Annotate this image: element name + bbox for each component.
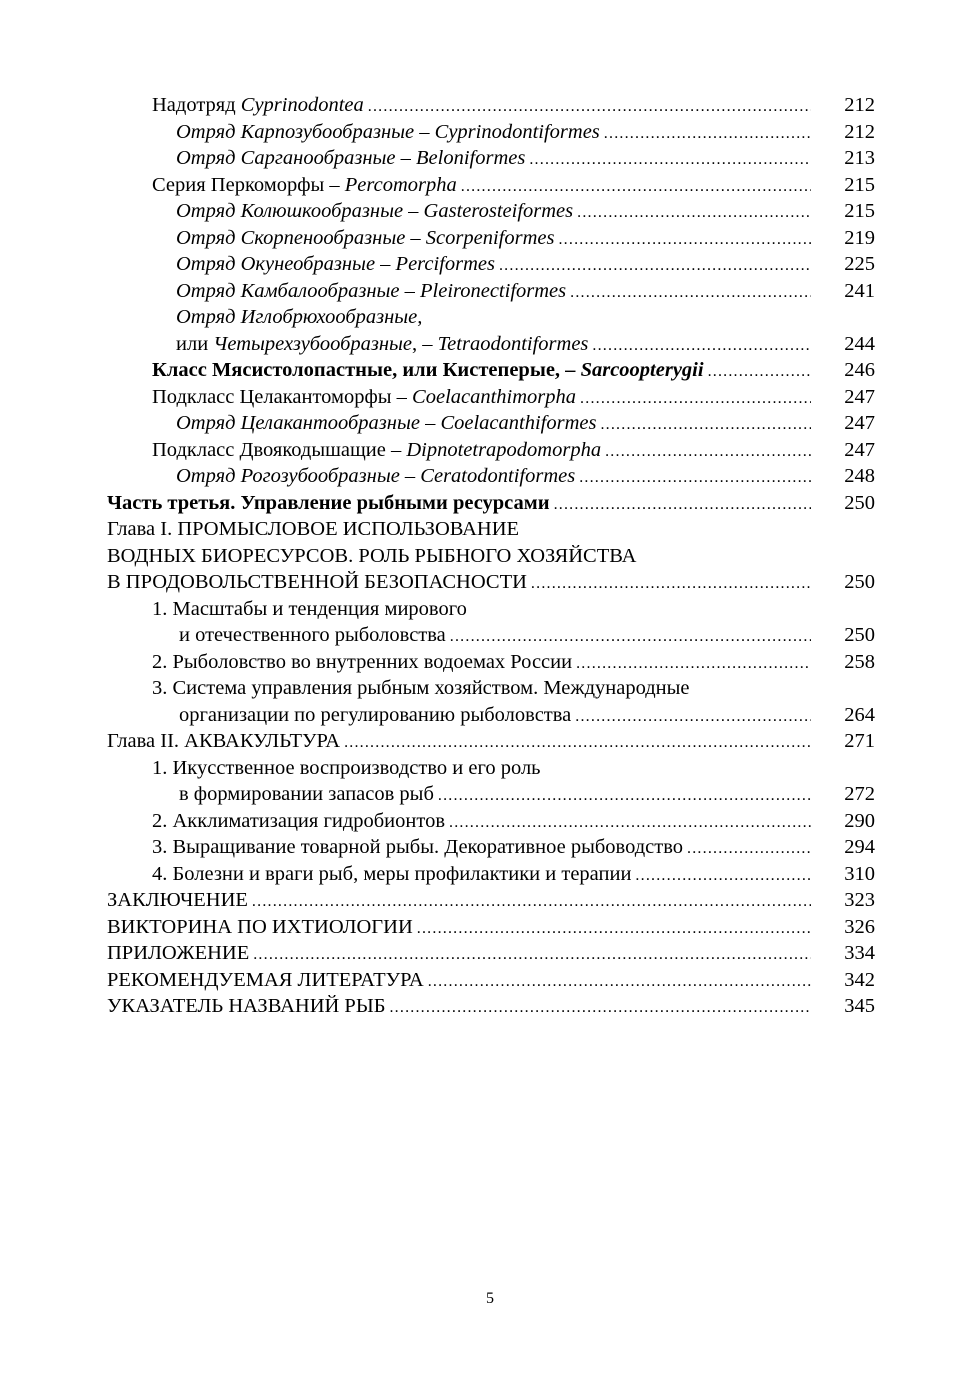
toc-entry-title: В ПРОДОВОЛЬСТВЕННОЙ БЕЗОПАСНОСТИ xyxy=(107,571,527,593)
toc-page-number: 213 xyxy=(844,147,875,169)
dot-leader xyxy=(575,704,811,731)
toc-entry-title: ВОДНЫХ БИОРЕСУРСОВ. РОЛЬ РЫБНОГО ХОЗЯЙСТВА xyxy=(107,544,637,567)
toc-entry-line xyxy=(107,596,875,623)
toc-entry-title: ВИКТОРИНА ПО ИХТИОЛОГИИ xyxy=(107,915,413,938)
toc-page-number: 326 xyxy=(844,915,875,938)
dot-leader xyxy=(554,492,811,519)
toc-entry xyxy=(107,225,875,252)
toc-entry xyxy=(107,808,875,835)
toc-entry xyxy=(107,92,875,119)
toc-entry-title: Отряд Целакантообразные – Coelacanthiformes xyxy=(176,412,597,434)
toc-entry-title: организации по регулированию рыболовства xyxy=(179,703,572,726)
toc-entry-title: РЕКОМЕНДУЕМАЯ ЛИТЕРАТУРА xyxy=(107,968,424,991)
dot-leader xyxy=(438,783,811,810)
toc-entry-title xyxy=(107,384,576,411)
dot-leader xyxy=(604,121,811,148)
dot-leader xyxy=(708,359,811,386)
toc-entry-title: ЗАКЛЮЧЕНИЕ xyxy=(107,889,248,911)
toc-page-number: 272 xyxy=(844,783,875,805)
toc-page-number: 342 xyxy=(844,968,875,991)
toc-page-number: 250 xyxy=(844,571,875,593)
dot-leader xyxy=(531,571,811,598)
dot-leader xyxy=(449,810,811,837)
toc-latin-name: Tetraodontiformes xyxy=(437,332,589,355)
toc-page-number: 225 xyxy=(844,253,875,275)
toc-entry xyxy=(107,331,875,358)
toc-page-number: 310 xyxy=(844,862,875,885)
toc-text: Подкласс Двоякодышащие – xyxy=(152,438,407,461)
toc-page-number: 250 xyxy=(844,491,875,514)
toc-entry xyxy=(107,278,875,305)
toc-entry-line xyxy=(107,516,875,543)
dot-leader xyxy=(577,200,811,227)
toc-entry xyxy=(107,940,875,967)
dot-leader xyxy=(368,94,811,121)
toc-text: Четырехзубообразные xyxy=(213,332,413,355)
toc-text: Подкласс Целакантоморфы – xyxy=(152,385,413,408)
dot-leader xyxy=(558,227,811,254)
toc-entry-title: 4. Болезни и враги рыб, меры профилактики и терапии xyxy=(152,862,632,885)
toc-entry-title: Отряд Окунеобразные – Perciformes xyxy=(176,253,495,275)
toc-entry-title: 3. Система управления рыбным хозяйством. Международные xyxy=(152,677,690,699)
dot-leader xyxy=(252,889,811,916)
toc-part-heading xyxy=(107,490,875,517)
toc-entry xyxy=(107,251,875,278)
toc-entry xyxy=(107,119,875,146)
dot-leader xyxy=(499,253,811,280)
toc-entry xyxy=(107,702,875,729)
toc-entry-title: Отряд Рогозубообразные – Ceratodontiformes xyxy=(176,465,576,487)
toc-entry-line xyxy=(107,304,875,331)
toc-entry-title: в формировании запасов рыб xyxy=(179,783,434,805)
dot-leader xyxy=(687,836,811,863)
toc-page-number: 345 xyxy=(844,995,875,1017)
toc-entry-title: Отряд Скорпенообразные – Scorpeniformes xyxy=(176,226,555,249)
toc-entry-line xyxy=(107,543,875,570)
toc-entry xyxy=(107,993,875,1020)
dot-leader xyxy=(570,280,811,307)
toc-page-number: 323 xyxy=(844,889,875,911)
toc-text: Класс Мясистолопастные, или Кистеперые, – xyxy=(152,359,581,381)
toc-entry xyxy=(107,887,875,914)
toc-entry-title: ПРИЛОЖЕНИЕ xyxy=(107,942,250,964)
toc-entry-title: Отряд Карпозубообразные – Cyprinodontiformes xyxy=(176,120,600,143)
toc-page-number: 290 xyxy=(844,809,875,832)
dot-leader xyxy=(253,942,811,969)
toc-entry xyxy=(107,172,875,199)
toc-page-number: 247 xyxy=(844,385,875,408)
dot-leader xyxy=(592,333,811,360)
dot-leader xyxy=(417,916,811,943)
toc-entry-line xyxy=(107,755,875,782)
dot-leader xyxy=(579,465,811,492)
toc-latin-name: Dipnotetrapodomorpha xyxy=(406,438,602,461)
toc-page-number: 241 xyxy=(844,279,875,302)
toc-page-number: 212 xyxy=(844,120,875,143)
toc-entry-title xyxy=(107,172,457,199)
toc-page-number: 258 xyxy=(844,650,875,673)
toc-page-number: 248 xyxy=(844,465,875,487)
toc-entry xyxy=(107,198,875,225)
toc-entry-title: Отряд Иглобрюхообразные, xyxy=(176,306,423,328)
toc-entry xyxy=(107,357,875,384)
dot-leader xyxy=(428,969,811,996)
toc-entry-title: 2. Рыболовство во внутренних водоемах России xyxy=(152,650,573,673)
toc-page-number: 294 xyxy=(844,836,875,858)
toc-text: Надотряд xyxy=(152,94,241,116)
toc-text: , – xyxy=(412,332,438,355)
toc-entry-title xyxy=(107,437,601,464)
toc-page-number: 247 xyxy=(844,412,875,434)
toc-page-number: 247 xyxy=(844,438,875,461)
toc-entry xyxy=(107,410,875,437)
toc-page-number: 334 xyxy=(844,942,875,964)
dot-leader xyxy=(635,863,811,890)
toc-entry xyxy=(107,384,875,411)
toc-entry xyxy=(107,437,875,464)
table-of-contents xyxy=(107,92,875,1020)
toc-entry-title: Отряд Сарганообразные – Beloniformes xyxy=(176,147,526,169)
toc-entry xyxy=(107,649,875,676)
toc-entry-title xyxy=(107,92,364,119)
toc-entry-title: 3. Выращивание товарной рыбы. Декоративное рыбоводство xyxy=(152,836,684,858)
toc-page-number: 219 xyxy=(844,226,875,249)
toc-entry-title: 2. Акклиматизация гидробионтов xyxy=(152,809,445,832)
toc-entry-title: УКАЗАТЕЛЬ НАЗВАНИЙ РЫБ xyxy=(107,995,386,1017)
toc-entry xyxy=(107,728,875,755)
toc-page-number: 264 xyxy=(844,703,875,726)
toc-entry xyxy=(107,967,875,994)
toc-entry xyxy=(107,834,875,861)
toc-entry-title: Глава I. ПРОМЫСЛОВОЕ ИСПОЛЬЗОВАНИЕ xyxy=(107,518,520,540)
toc-page-number: 215 xyxy=(844,200,875,222)
toc-entry-title: Часть третья. Управление рыбными ресурсами xyxy=(107,491,550,514)
toc-entry xyxy=(107,569,875,596)
toc-text: Серия Перкоморфы – xyxy=(152,173,345,196)
toc-entry-title: Отряд Камбалообразные – Pleironectiformes xyxy=(176,279,567,302)
toc-page-number: 271 xyxy=(844,730,875,752)
toc-entry-title xyxy=(107,331,588,358)
toc-page-number: 246 xyxy=(844,359,875,381)
dot-leader xyxy=(389,995,811,1022)
toc-page-number: 244 xyxy=(844,332,875,355)
toc-entry-title xyxy=(107,357,704,384)
toc-page-number: 250 xyxy=(844,624,875,646)
dot-leader xyxy=(605,439,811,466)
toc-entry xyxy=(107,622,875,649)
toc-latin-name: Sarcoopterygii xyxy=(580,359,704,381)
toc-latin-name: Cyprinodontea xyxy=(240,94,364,116)
toc-entry-title: 1. Икусственное воспроизводство и его роль xyxy=(152,756,541,779)
dot-leader xyxy=(576,651,811,678)
toc-latin-name: Coelacanthimorpha xyxy=(412,385,577,408)
toc-entry xyxy=(107,914,875,941)
toc-entry-title: Отряд Колюшкообразные – Gasterosteiformes xyxy=(176,200,574,222)
toc-text: или xyxy=(176,332,214,355)
dot-leader xyxy=(461,174,811,201)
toc-latin-name: Percomorpha xyxy=(344,173,457,196)
dot-leader xyxy=(580,386,811,413)
dot-leader xyxy=(529,147,811,174)
toc-entry xyxy=(107,861,875,888)
toc-entry xyxy=(107,781,875,808)
toc-entry xyxy=(107,145,875,172)
dot-leader xyxy=(344,730,811,757)
dot-leader xyxy=(600,412,811,439)
toc-entry-title: и отечественного рыболовства xyxy=(179,624,446,646)
page-number-footer: 5 xyxy=(486,1290,494,1307)
toc-entry-line xyxy=(107,675,875,702)
toc-entry xyxy=(107,463,875,490)
toc-page-number: 212 xyxy=(844,94,875,116)
toc-entry-title: 1. Масштабы и тенденция мирового xyxy=(152,597,467,620)
toc-entry-title: Глава II. АКВАКУЛЬТУРА xyxy=(107,730,341,752)
dot-leader xyxy=(450,624,811,651)
toc-page-number: 215 xyxy=(844,173,875,196)
